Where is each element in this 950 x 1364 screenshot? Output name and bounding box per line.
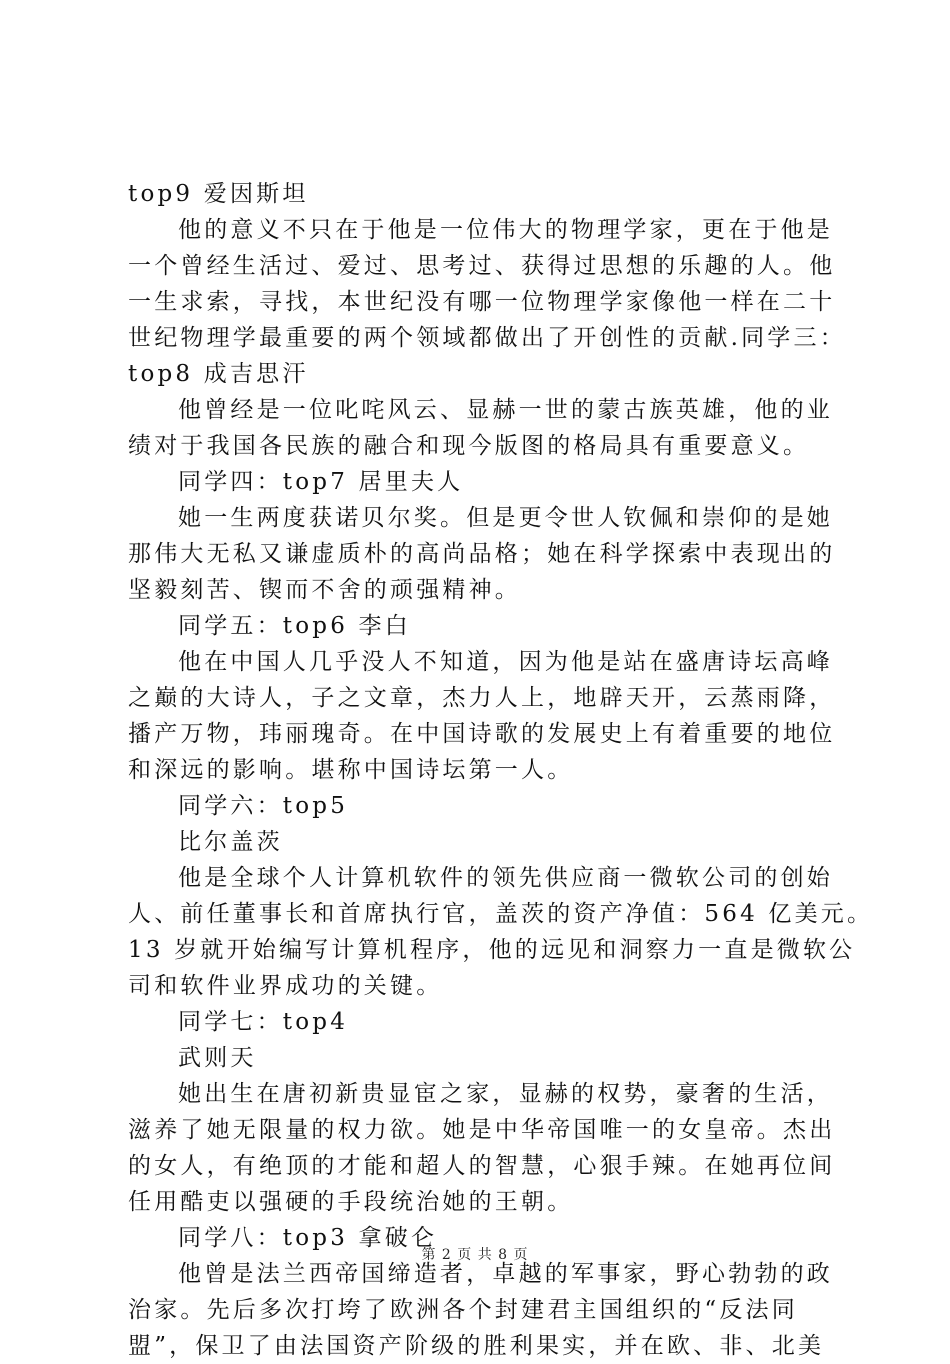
text-line: 司和软件业界成功的关键。 xyxy=(128,973,443,999)
text-line: 的女人，有绝顶的才能和超人的智慧，心狠手辣。在她再位间 xyxy=(128,1153,836,1179)
text-line: 滋养了她无限量的权力欲。她是中华帝国唯一的女皇帝。杰出 xyxy=(128,1117,836,1143)
text-line: 一生求索，寻找，本世纪没有哪一位物理学家像他一样在二十 xyxy=(128,289,836,315)
text-line: 武则天 xyxy=(178,1045,257,1071)
text-line: 她出生在唐初新贵显宦之家，显赫的权势，豪奢的生活， xyxy=(178,1081,833,1107)
text-line: 那伟大无私又谦虚质朴的高尚品格；她在科学探索中表现出的 xyxy=(128,541,836,567)
text-line: 比尔盖茨 xyxy=(178,829,283,855)
document-body xyxy=(128,176,874,1364)
text-line: 绩对于我国各民族的融合和现今版图的格局具有重要意义。 xyxy=(128,433,810,459)
page-footer xyxy=(0,1244,950,1264)
text-line: 世纪物理学最重要的两个领域都做出了开创性的贡献.同学三： xyxy=(128,325,846,351)
text-line: 同学六：top5 xyxy=(178,793,349,819)
text-line: 他的意义不只在于他是一位伟大的物理学家，更在于他是 xyxy=(178,217,833,243)
text-line: 任用酷吏以强硬的手段统治她的王朝。 xyxy=(128,1189,574,1215)
text-line: 他曾是法兰西帝国缔造者，卓越的军事家，野心勃勃的政 xyxy=(178,1261,833,1287)
text-line: 他在中国人几乎没人不知道，因为他是站在盛唐诗坛高峰 xyxy=(178,649,833,675)
text-line: 同学七：top4 xyxy=(178,1009,349,1035)
text-line: 坚毅刻苦、锲而不舍的顽强精神。 xyxy=(128,577,521,603)
text-line: 治家。先后多次打垮了欧洲各个封建君主国组织的“反法同 xyxy=(128,1297,798,1323)
text-line: 她一生两度获诺贝尔奖。但是更令世人钦佩和崇仰的是她 xyxy=(178,505,833,531)
text-line: 同学五：top6 李白 xyxy=(178,613,411,639)
page-number-text: 第 2 页 共 8 页 xyxy=(421,1247,529,1263)
text-line: 盟”，保卫了由法国资产阶级的胜利果实，并在欧、非、北美 xyxy=(128,1333,825,1359)
text-line: 播产万物，玮丽瑰奇。在中国诗歌的发展史上有着重要的地位 xyxy=(128,721,836,747)
text-line: top8 成吉思汗 xyxy=(128,361,309,387)
text-line: top9 爱因斯坦 xyxy=(128,181,309,207)
text-line: 之巅的大诗人，子之文章，杰力人上，地辟天开，云蒸雨降， xyxy=(128,685,836,711)
text-line: 13 岁就开始编写计算机程序，他的远见和洞察力一直是微软公 xyxy=(128,937,856,963)
text-line: 人、前任董事长和首席执行官，盖茨的资产净值：564 亿美元。 xyxy=(128,901,874,927)
text-line: 和深远的影响。堪称中国诗坛第一人。 xyxy=(128,757,574,783)
text-line: 一个曾经生活过、爱过、思考过、获得过思想的乐趣的人。他 xyxy=(128,253,836,279)
text-line: 他是全球个人计算机软件的领先供应商一微软公司的创始 xyxy=(178,865,833,891)
text-line: 他曾经是一位叱咤风云、显赫一世的蒙古族英雄，他的业 xyxy=(178,397,833,423)
text-line: 同学八：top3 拿破仑 xyxy=(178,1225,438,1251)
text-line: 同学四：top7 居里夫人 xyxy=(178,469,464,495)
